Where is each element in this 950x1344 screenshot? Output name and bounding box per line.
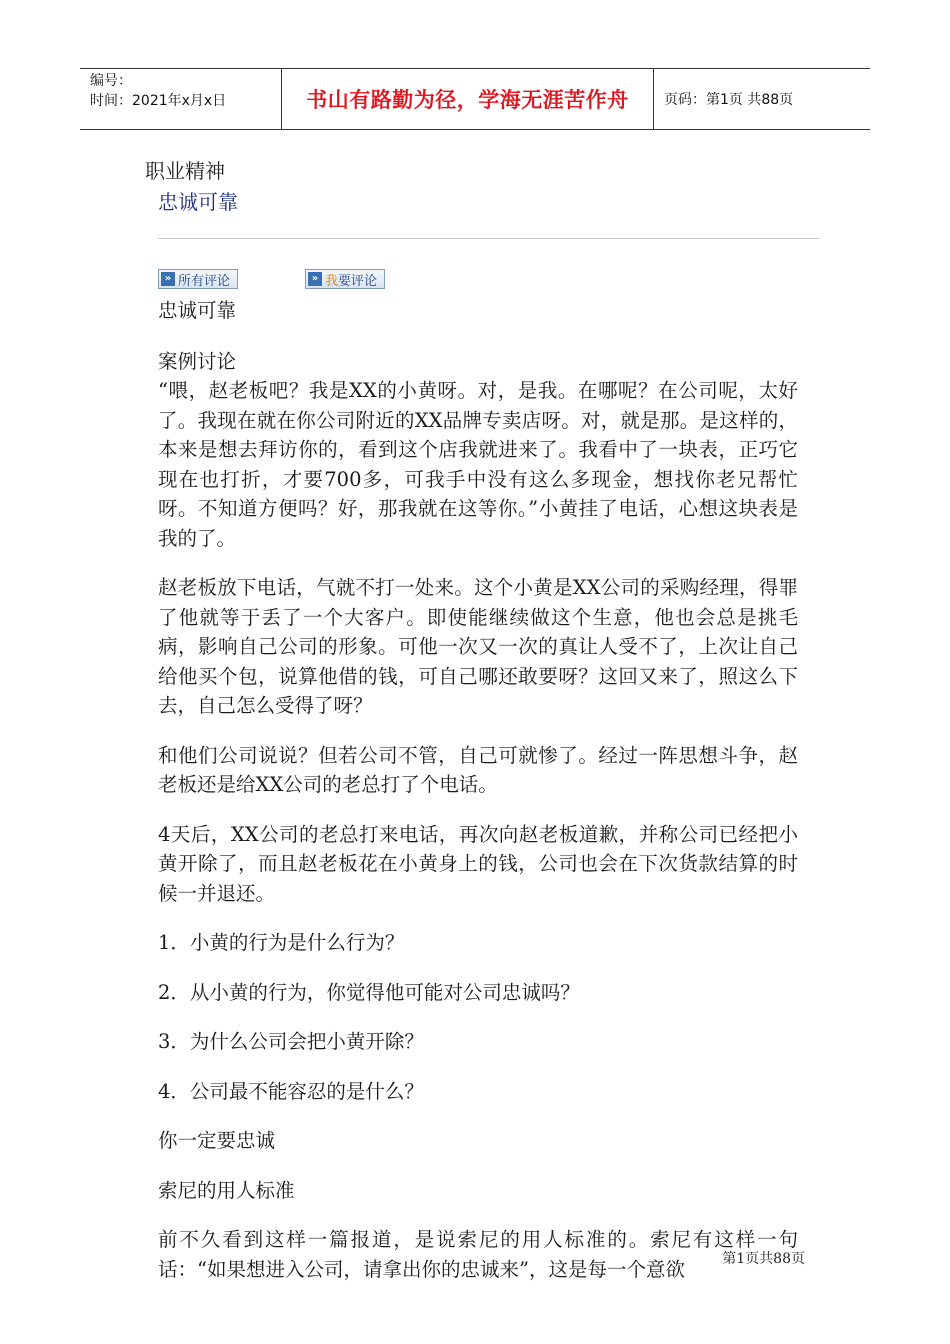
question-1: 1．小黄的行为是什么行为？: [158, 931, 405, 954]
write-comment-label: 要评论: [338, 273, 378, 289]
article-body: [158, 296, 798, 1284]
header-meta: [80, 69, 282, 129]
paragraph-3: 和他们公司说说？但若公司不管，自己可就惨了。经过一阵思想斗争，赵老板还是给XX公司的老总打了个电话。: [158, 743, 798, 796]
divider: [158, 238, 820, 239]
paragraph-4: 4天后，XX公司的老总打来电话，再次向赵老板道歉，并称公司已经把小黄开除了，而且赵老板花在小黄身上的钱，公司也会在下次货款结算的时候一并退还。: [158, 822, 798, 905]
paragraph-1: “喂，赵老板吧？我是XX的小黄呀。对，是我。在哪呢？在公司呢，太好了。我现在就在你公司附近的XX品牌专卖店呀。对，就是那。是这样的，本来是想去拜访你的，看到这个店我就进来了。我看中了一块表，正巧它现在也打折，才要700多，可我手中没有这么多现金，想找你老兄帮忙呀。不知道方便吗？好，那我就在这等你。”小黄挂了电话，心想这块表是我的了。: [158, 379, 798, 550]
all-comments-label: 所有评论: [178, 273, 231, 289]
question-4: 4．公司最不能容忍的是什么？: [158, 1079, 424, 1103]
case-title: 案例讨论: [158, 349, 237, 373]
double-chevron-icon: »: [308, 272, 322, 286]
write-comment-button[interactable]: [305, 269, 385, 289]
write-comment-label-prefix: 我: [325, 273, 339, 289]
body-heading: 忠诚可靠: [158, 299, 237, 322]
paragraph-2: 赵老板放下电话，气就不打一处来。这个小黄是XX公司的采购经理，得罪了他就等于丢了一个大客户。即使能继续做这个生意，他也会总是挑毛病，影响自己公司的形象。可他一次又一次的真让人受不了，上次让自己给他买个包，说算他借的钱，可自己哪还敢要呀？这回又来了，照这么下去，自己怎么受得了呀？: [158, 576, 798, 717]
question-3: 3．为什么公司会把小黄开除？: [158, 1030, 424, 1053]
header-motto: 书山有路勤为径，学海无涯苦作舟: [306, 88, 629, 112]
article-title-link[interactable]: 忠诚可靠: [158, 190, 238, 214]
page-footer: 第1页共88页: [722, 1251, 805, 1267]
subheading-sony: 索尼的用人标准: [158, 1178, 295, 1202]
all-comments-button[interactable]: [158, 269, 238, 289]
paragraph-5: 前不久看到这样一篇报道，是说索尼的用人标准的。索尼有这样一句话：“如果想进入公司，请拿出你的忠诚来”，这是每一个意欲: [158, 1228, 798, 1281]
header-motto-cell: [282, 69, 654, 129]
doc-number-label: 编号：: [90, 73, 132, 89]
subheading-loyalty: 你一定要忠诚: [158, 1129, 276, 1152]
question-2: 2．从小黄的行为，你觉得他可能对公司忠诚吗？: [158, 980, 580, 1004]
doc-time-label: 时间：2021年x月x日: [90, 93, 227, 109]
section-title: 职业精神: [145, 159, 225, 183]
header-page-cell: [654, 69, 870, 129]
header-page-info: 页码：第1页 共88页: [664, 92, 794, 108]
page-header: [80, 68, 870, 130]
double-chevron-icon: »: [161, 272, 175, 286]
